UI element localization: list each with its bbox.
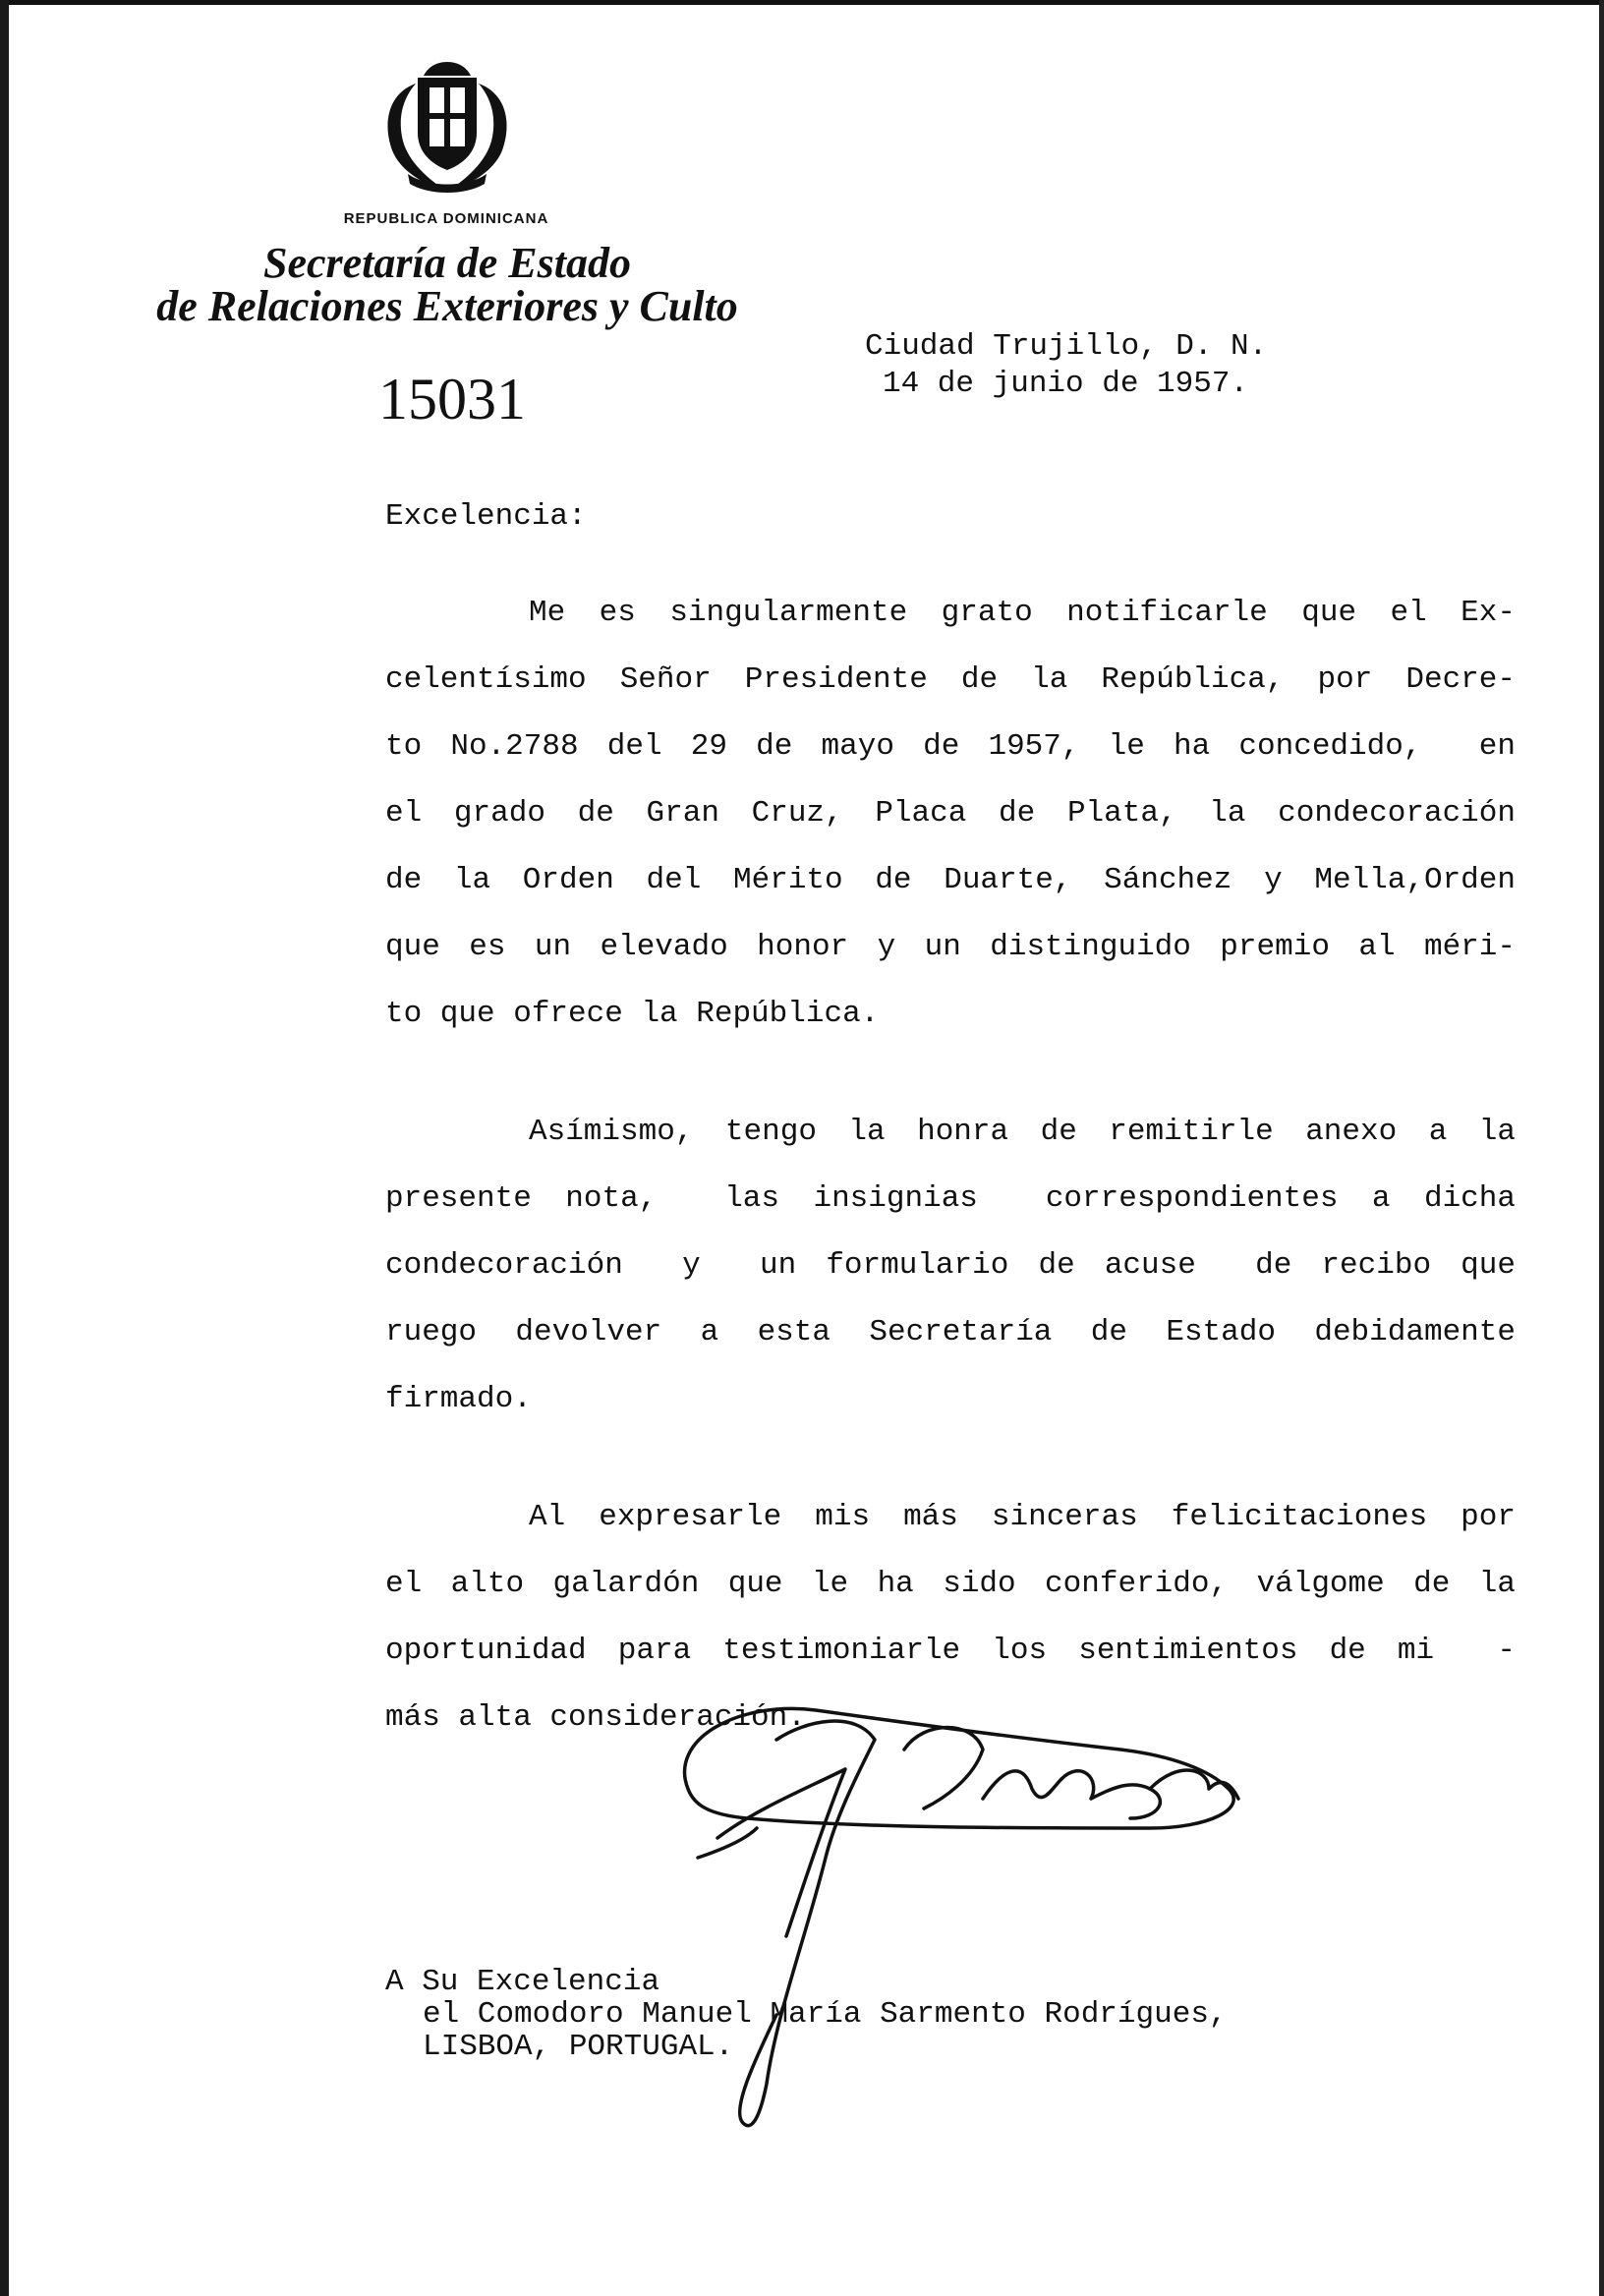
body-line: firmado. (385, 1382, 532, 1416)
page-top-edge (0, 0, 1604, 5)
addressee-line-1: A Su Excelencia (385, 1965, 660, 1999)
body-line: Asímismo, tengo la honra de remitirle anexo a la (529, 1115, 1516, 1149)
body-line: Al expresarle mis más sinceras felicitaciones por (529, 1500, 1516, 1534)
body-line: to que ofrece la República. (385, 997, 880, 1031)
body-line: oportunidad para testimoniarle los sentimientos de mi - (385, 1634, 1516, 1668)
body-line: el grado de Gran Cruz, Placa de Plata, la condecoración (385, 796, 1516, 831)
ministry-name-line-1: Secretaría de Estado (263, 239, 631, 287)
body-line: más alta consideración. (385, 1700, 806, 1735)
ministry-name (128, 239, 767, 330)
ministry-name-line-2: de Relaciones Exteriores y Culto (156, 282, 738, 330)
paragraph-1 (385, 580, 1516, 1048)
body-line: que es un elevado honor y un distinguido premio al méri- (385, 930, 1516, 964)
body-line: celentísimo Señor Presidente de la República, por Decre- (385, 662, 1516, 697)
coat-of-arms-seal (369, 54, 526, 201)
body-line: condecoración y un formulario de acuse de recibo que (385, 1248, 1516, 1283)
addressee-line-3: LISBOA, PORTUGAL. (423, 2030, 734, 2064)
body-line: el alto galardón que le ha sido conferido, válgome de la (385, 1567, 1516, 1601)
addressee-line-2: el Comodoro Manuel María Sarmento Rodrígues, (423, 1997, 1228, 2032)
date: 14 de junio de 1957. (883, 367, 1249, 401)
body-line: ruego devolver a esta Secretaría de Estado debidamente (385, 1315, 1516, 1349)
body-line: presente nota, las insignias correspondientes a dicha (385, 1181, 1516, 1216)
place: Ciudad Trujillo, D. N. (865, 329, 1268, 364)
letter-body (385, 580, 1516, 1803)
paragraph-2 (385, 1099, 1516, 1433)
body-line: de la Orden del Mérito de Duarte, Sánchez y Mella,Orden (385, 863, 1516, 897)
salutation: Excelencia: (385, 499, 587, 534)
body-line: Me es singularmente grato notificarle que el Ex- (529, 596, 1516, 630)
country-name: REPUBLICA DOMINICANA (343, 210, 549, 227)
page-right-edge (1599, 0, 1604, 2296)
handwritten-signature (659, 1681, 1278, 2152)
body-line: to No.2788 del 29 de mayo de 1957, le ha concedido, en (385, 729, 1516, 764)
dateline (865, 328, 1267, 403)
page-left-edge (0, 0, 9, 2296)
document-number: 15031 (378, 367, 526, 431)
